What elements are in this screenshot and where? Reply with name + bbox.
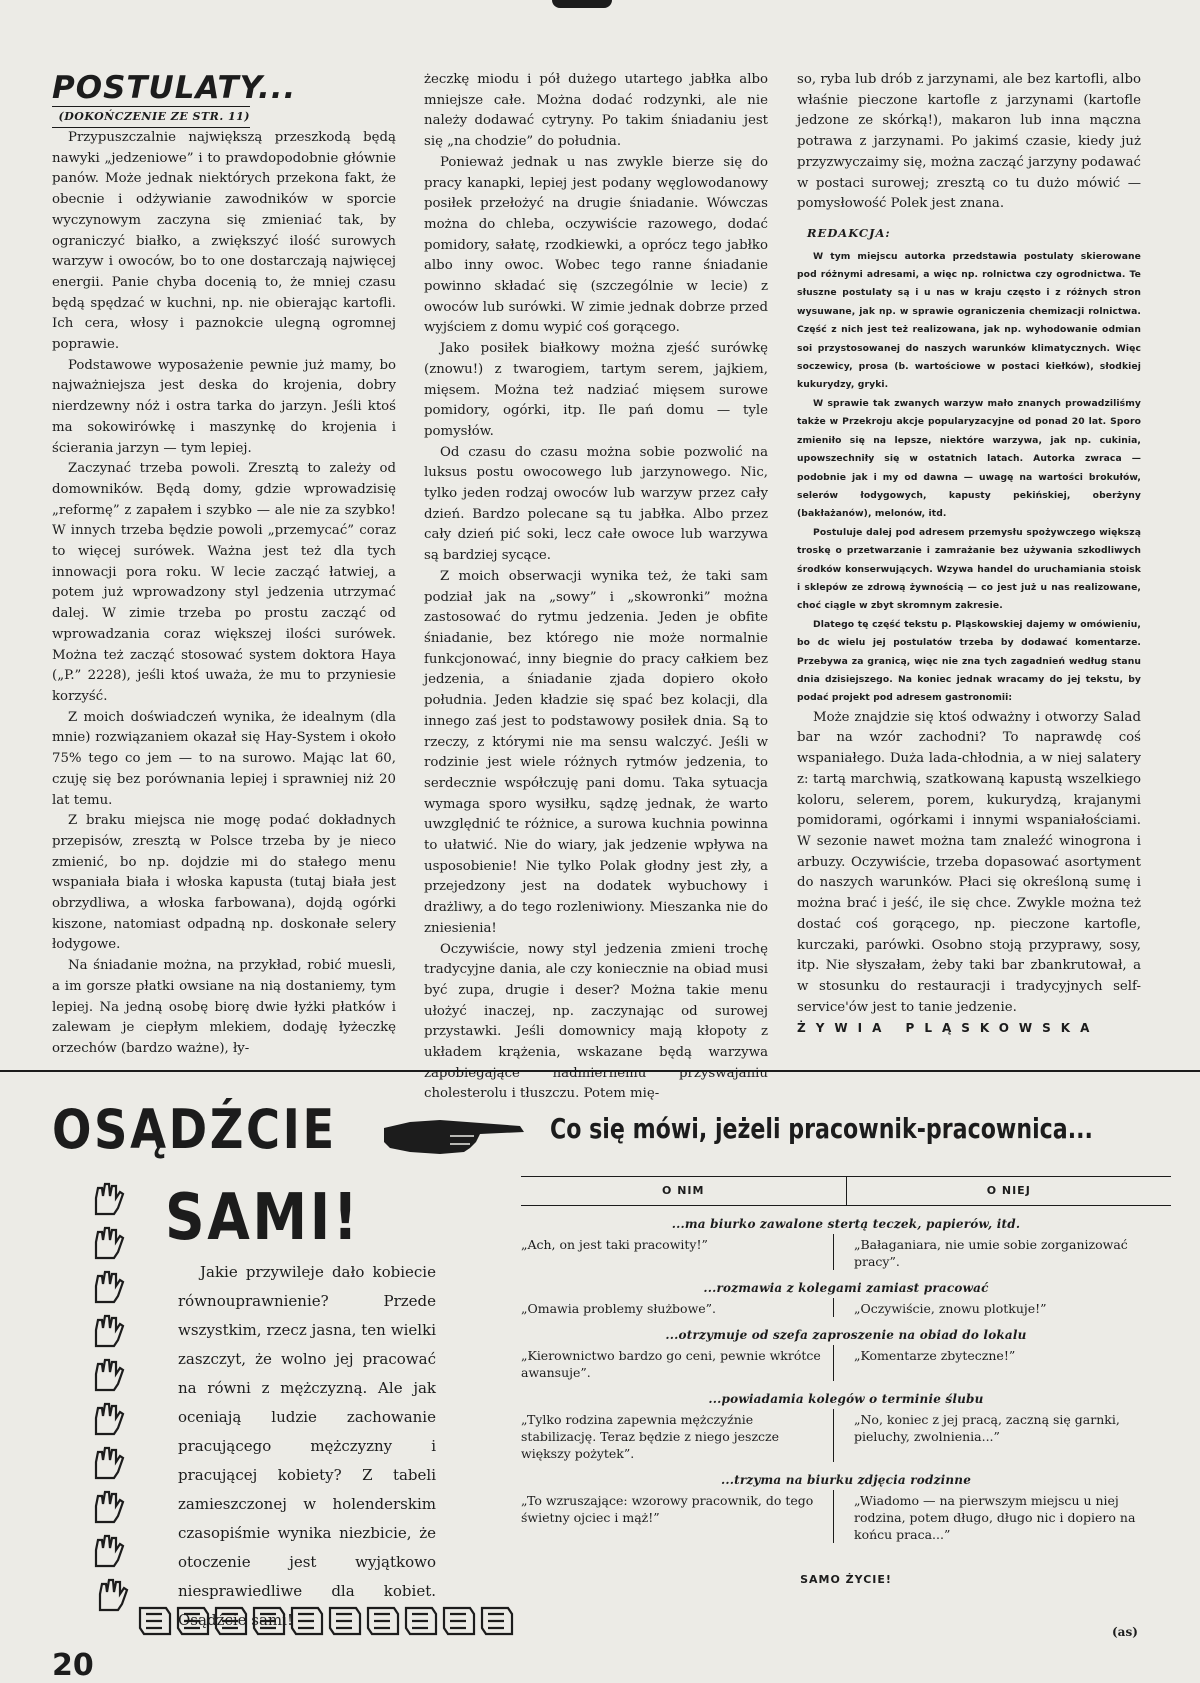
- author-signature: ŻYWIA PLĄSKOWSKA: [797, 1021, 1100, 1036]
- comment-her: „Wiadomo — na pierwszym miejscu u niej rodzina, potem długo, długo nic i dopiero na końcu praca...”: [833, 1490, 1171, 1543]
- editorial-note: [797, 248, 1141, 708]
- comment-him: „Kierownictwo bardzo go ceni, pewnie wkrótce awansuje”.: [521, 1348, 821, 1380]
- paragraph: Ponieważ jednak u nas zwykle bierze się do pracy kanapki, lepiej jest podany węglowodanowy posiłek przełożyć na drugie śniadanie. Wówczas można do chleba, oczywiście razowego, dodać pomidory, sałatę, rzodkiewki, a oprócz tego jabłko albo inny owoc. Wobec tego ranne śniadanie powinno składać się (szczególnie w lecie) z owoców lub surówki. W zimie jednak dobrze przed wyjściem z domu wypić coś gorącego.: [424, 154, 768, 336]
- comparison-header: [521, 1176, 1171, 1206]
- comment-her: „Bałaganiara, nie umie sobie zorganizować pracy”.: [833, 1234, 1171, 1270]
- paragraph: Podstawowe wyposażenie pewnie już mamy, bo najważniejsza jest deska do krojenia, dobry nierdzewny nóż i ostra tarka do jarzyn. Jeśli ktoś ma sokowirówkę i maszynkę do krojenia i ścierania jarzyn — tym lepiej.: [52, 357, 396, 456]
- judge-headline-2: SAMI!: [165, 1181, 361, 1255]
- situation-label: ...powiadamia kolegów o terminie ślubu: [708, 1392, 984, 1406]
- article-column-3: [797, 70, 1141, 1039]
- table-row: [521, 1409, 1171, 1462]
- comment-him: „Ach, on jest taki pracowity!”: [521, 1237, 708, 1252]
- editorial-paragraph: Dlatego tę część tekstu p. Pląskowskiej dajemy w omówieniu, bo dc wielu jej postulatów trzeba by dodawać komentarze. Przebywa za granicą, więc nie zna tych zagadnień według stanu dnia dzisiejszego. Na koniec jednak wracamy do jej tekstu, by podać projekt pod adresem gastronomii:: [797, 618, 1141, 704]
- paragraph: Z moich doświadczeń wynika, że idealnym (dla mnie) rozwiązaniem okazał się Hay-System i około 75% tego co jem — to na surowo. Mając lat 60, czuję się bez porównania lepiej i sprawniej niż 20 lat temu.: [52, 709, 396, 808]
- redakcja-label: REDAKCJA:: [807, 225, 891, 240]
- source-credit: SAMO ŻYCIE!: [800, 1573, 892, 1586]
- paragraph: Z moich obserwacji wynika też, że taki sam podział jak na „sowy” i „skowronki” można zastosować do rytmu jedzenia. Jeden je obfite śniadanie, bez którego nie może normalnie funkcjonować, inny biegnie do pracy całkiem bez jedzenia, a śniadanie zjada dopiero około południa. Jeden kładzie się spać bez kolacji, dla innego zaś jest to podstawowy posiłek dnia. Są to rzeczy, z którymi nie ma sensu walczyć. Jeśli w rodzinie jest wiele różnych rytmów jedzenia, to serdecznie współczuję pani domu. Taka sytuacja wymaga sporo wysiłku, sądzę jednak, że warto uwzględnić te różnice, a surowa kuchnia powinna to ułatwić. Nie do wiary, jak jedzenie wpływa na usposobienie! Nie tylko Polak głodny jest zły, a przejedzony jest na dodatek wybuchowy i drażliwy, a do tego rozleniwiony. Mieszanka nie do zniesienia!: [424, 568, 768, 936]
- top-ornament: [552, 0, 612, 8]
- comment-him: „To wzruszające: wzorowy pracownik, do tego świetny ojciec i mąż!”: [521, 1493, 814, 1525]
- raised-hand-icon: [88, 1488, 126, 1526]
- editorial-paragraph: W tym miejscu autorka przedstawia postulaty skierowane pod różnymi adresami, a więc np. rolnictwa czy ogrodnictwa. Te słuszne postulaty są i u nas w kraju często i z różnych stron wysuwane, jak np. w sprawie ograniczenia chemizacji rolnictwa. Część z nich jest też realizowana, jak np. wyhodowanie odmian soi przystosowanej do naszych warunków klimatycznych. Więc soczewicy, prosa (b. wartościowe w postaci kiełków), słodkiej kukurydzy, gryki.: [797, 250, 1141, 391]
- paragraph: Oczywiście, nowy styl jedzenia zmieni trochę tradycyjne dania, ale czy koniecznie na obiad musi być zupa, drugie i deser? Można takie menu ułożyć inaczej, np. zaczynając od surowej przystawki. Jeśli domownicy mają kłopoty z układem krążenia, wskazane będą warzywa zapobiegające nadmiernemu przyswajaniu cholesterolu i tłuszczu. Potem mię-: [424, 941, 768, 1102]
- paragraph: Przypuszczalnie największą przeszkodą będą nawyki „jedzeniowe” i to prawdopodobnie głównie panów. Może jednak niektórych przekona fakt, że obecnie i odżywianie zawodników w sporcie wyczynowym zaczyna się zmieniać tak, by ograniczyć białko, a zwiększyć ilość surowych warzyw i owoców, bo to one dostarczają najwięcej energii. Panie chyba docenią to, że mniej czasu będą spędzać w kuchni, np. nie obierając kartofli. Ich cera, włosy i paznokcie ulegną ogromnej poprawie.: [52, 130, 396, 353]
- raised-hand-icon: [88, 1400, 126, 1438]
- comment-him: „Omawia problemy służbowe”.: [521, 1301, 717, 1316]
- editorial-paragraph: Postuluje dalej pod adresem przemysłu spożywczego większą troskę o przetwarzanie i zamrażanie bez używania szkodliwych środków konserwujących. Wzywa handel do uruchamiania stoisk i sklepów ze zdrową żywnością — co jest już u nas realizowane, choć ciągle w zbyt skromnym zakresie.: [797, 526, 1141, 612]
- comment-her: „Oczywiście, znowu plotkuje!”: [833, 1298, 1171, 1317]
- table-row: [521, 1234, 1171, 1270]
- comment-her: „Komentarze zbyteczne!”: [833, 1345, 1171, 1381]
- editorial-paragraph: W sprawie tak zwanych warzyw mało znanych prowadziliśmy także w Przekroju akcje popularyzacyjne od ponad 20 lat. Sporo zmieniło się na lepsze, niektóre warzywa, jak np. cukinia, upowszechniły się w ostatnich latach. Autorka zwraca — podobnie jak i my od dawna — uwagę na wartości brokułów, selerów łodygowych, kapusty pekińskiej, oberżyny (bakłażanów), melonów, itd.: [797, 397, 1141, 520]
- situation-label: ...ma biurko zawalone stertą teczek, papierów, itd.: [671, 1217, 1021, 1231]
- comparison-title: Co się mówi, jeżeli pracownik-pracownica...: [550, 1112, 1093, 1145]
- paragraph: żeczkę miodu i pół dużego utartego jabłka albo mniejsze całe. Można dodać rodzynki, ale nie należy dodawać cytryny. Po takim śniadaniu jest się „na chodzie” do południa.: [424, 72, 768, 150]
- raised-hand-icon: [88, 1444, 126, 1482]
- column-header-him: O NIM: [521, 1177, 847, 1205]
- intro-paragraph: Jakie przywileje dało kobiecie równouprawnienie? Przede wszystkim, rzecz jasna, ten wielki zaszczyt, że wolno jej pracować na równi z mężczyzną. Ale jak oceniają ludzie zachowanie pracującego mężczyzny i pracującej kobiety? Z tabeli zamieszczonej w holenderskim czasopiśmie wynika niezbicie, że otoczenie jest wyjątkowo niesprawiedliwe dla kobiet. Osądźcie sami!: [178, 1263, 436, 1629]
- pointing-hand-icon: [380, 1114, 526, 1158]
- paragraph: Z braku miejsca nie mogę podać dokładnych przepisów, zresztą w Polsce trzeba by je nieco zmienić, bo np. dojdzie mi do stałego menu wspaniała biała i włoska kapusta (tutaj biała jest obrzydliwa, a włoska farbowana), dojdą ogórki kiszone, natomiast odpadną np. doskonałe selery łodygowe.: [52, 813, 396, 953]
- raised-hand-icon: [88, 1180, 126, 1218]
- page-number: 20: [52, 1648, 94, 1683]
- raised-hand-icon: [88, 1532, 126, 1570]
- author-initials: (as): [1112, 1625, 1138, 1639]
- raised-hand-icon: [88, 1224, 126, 1262]
- article-column-1: [52, 70, 396, 1060]
- article-title: POSTULATY...: [52, 70, 297, 106]
- column-header-her: O NIEJ: [986, 1184, 1031, 1197]
- comparison-table: [521, 1176, 1171, 1588]
- paragraph: Jako posiłek białkowy można zjeść surówkę (znowu!) z twarogiem, tartym serem, jajkiem, mięsem. Można też nadziać mięsem surowe pomidory, ogórki, itp. Ile pań domu — tyle pomysłów.: [424, 341, 768, 439]
- article-column-2: [424, 70, 768, 1105]
- paragraph: Od czasu do czasu można sobie pozwolić na luksus postu owocowego lub jarzynowego. Nic, tylko jeden rodzaj owoców lub warzyw przez cały dzień. Bardzo polecane są tu jabłka. Albo przez cały dzień pić soki, lecz całe owoce lub warzywa są bardziej sycące.: [424, 444, 768, 564]
- judge-intro: [178, 1258, 436, 1635]
- situation-label: ...trzyma na biurku zdjęcia rodzinne: [720, 1473, 972, 1487]
- comment-him: „Tylko rodzina zapewnia mężczyźnie stabilizację. Teraz będzie z niego jeszcze większy pożytek”.: [521, 1412, 780, 1461]
- raised-hand-icon: [92, 1576, 130, 1614]
- raised-hand-icon: [88, 1268, 126, 1306]
- situation-label: ...otrzymuje od szefa zaproszenie na obiad do lokalu: [665, 1328, 1027, 1342]
- paragraph: so, ryba lub drób z jarzynami, ale bez kartofli, albo właśnie pieczone kartofle z jarzynami (kartofle jedzone ze skórką!), makaron lub inna mączna potrawa z jarzynami. Po jakimś czasie, kiedy już przyzwyczaimy się, można zacząć jarzyny podawać w postaci surowej; zresztą co tu dużo mówić — pomysłowość Polek jest znana.: [797, 72, 1141, 212]
- judge-headline-1: OSĄDŹCIE: [52, 1098, 337, 1161]
- section-divider: [0, 1070, 1200, 1072]
- table-row: [521, 1345, 1171, 1381]
- raised-hand-icon: [88, 1356, 126, 1394]
- paragraph: Zaczynać trzeba powoli. Zresztą to zależy od domowników. Będą domy, gdzie wprowadzisię „reformę” z zapałem i szybko — ale nie za szybko! W innych trzeba będzie powoli „przemycać” coraz to więcej surówek. Ważna jest też dla tych innowacji pora roku. W lecie zacząć łatwiej, a potem już wprowadzony styl jedzenia utrzymać dalej. W zimie trzeba po prostu zacząć od wprowadzania coraz większej ilości surówek. Można też zacząć stosować system doktora Haya („P.” 2228), jeśli ktoś uważa, że mu to przyniesie korzyść.: [52, 461, 396, 704]
- comment-her: „No, koniec z jej pracą, zaczną się garnki, pieluchy, zwolnienia...”: [833, 1409, 1171, 1462]
- situation-label: ...rozmawia z kolegami zamiast pracować: [703, 1281, 989, 1295]
- paragraph: Może znajdzie się ktoś odważny i otworzy Salad bar na wzór zachodni? To naprawdę coś wspaniałego. Duża lada-chłodnia, a w niej salatery z: tartą marchwią, szatkowaną kapustą wszelkiego koloru, selerem, porem, kukurydzą, krajanymi pomidorami, ogórkami i innymi wspaniałościami. W sezonie nawet można tam znaleźć winogrona i arbuzy. Oczywiście, trzeba dopasować asortyment do naszych warunków. Płaci się określoną sumę i można brać i jeść, ile się chce. Zwykle można też dostać coś gorącego, np. pieczone kartofle, kurczaki, parówki. Osobno stoją przyprawy, sosy, itp. Nie słyszałam, żeby taki bar zbankrutował, a w stosunku do restauracji i tradycyjnych self-service'ów jest to tanie jedzenie.: [797, 709, 1141, 1015]
- paragraph: Na śniadanie można, na przykład, robić muesli, a im gorsze płatki owsiane na nią dostaniemy, tym lepiej. Na jedną osobę biorę dwie łyżki płatków i zalewam je ciepłym mlekiem, dodaję łyżeczkę orzechów (bardzo ważne), ły-: [52, 958, 396, 1056]
- continuation-note: (DOKOŃCZENIE ZE STR. 11): [52, 106, 250, 128]
- table-row: [521, 1490, 1171, 1543]
- raised-hand-icon: [88, 1312, 126, 1350]
- table-row: [521, 1298, 1171, 1317]
